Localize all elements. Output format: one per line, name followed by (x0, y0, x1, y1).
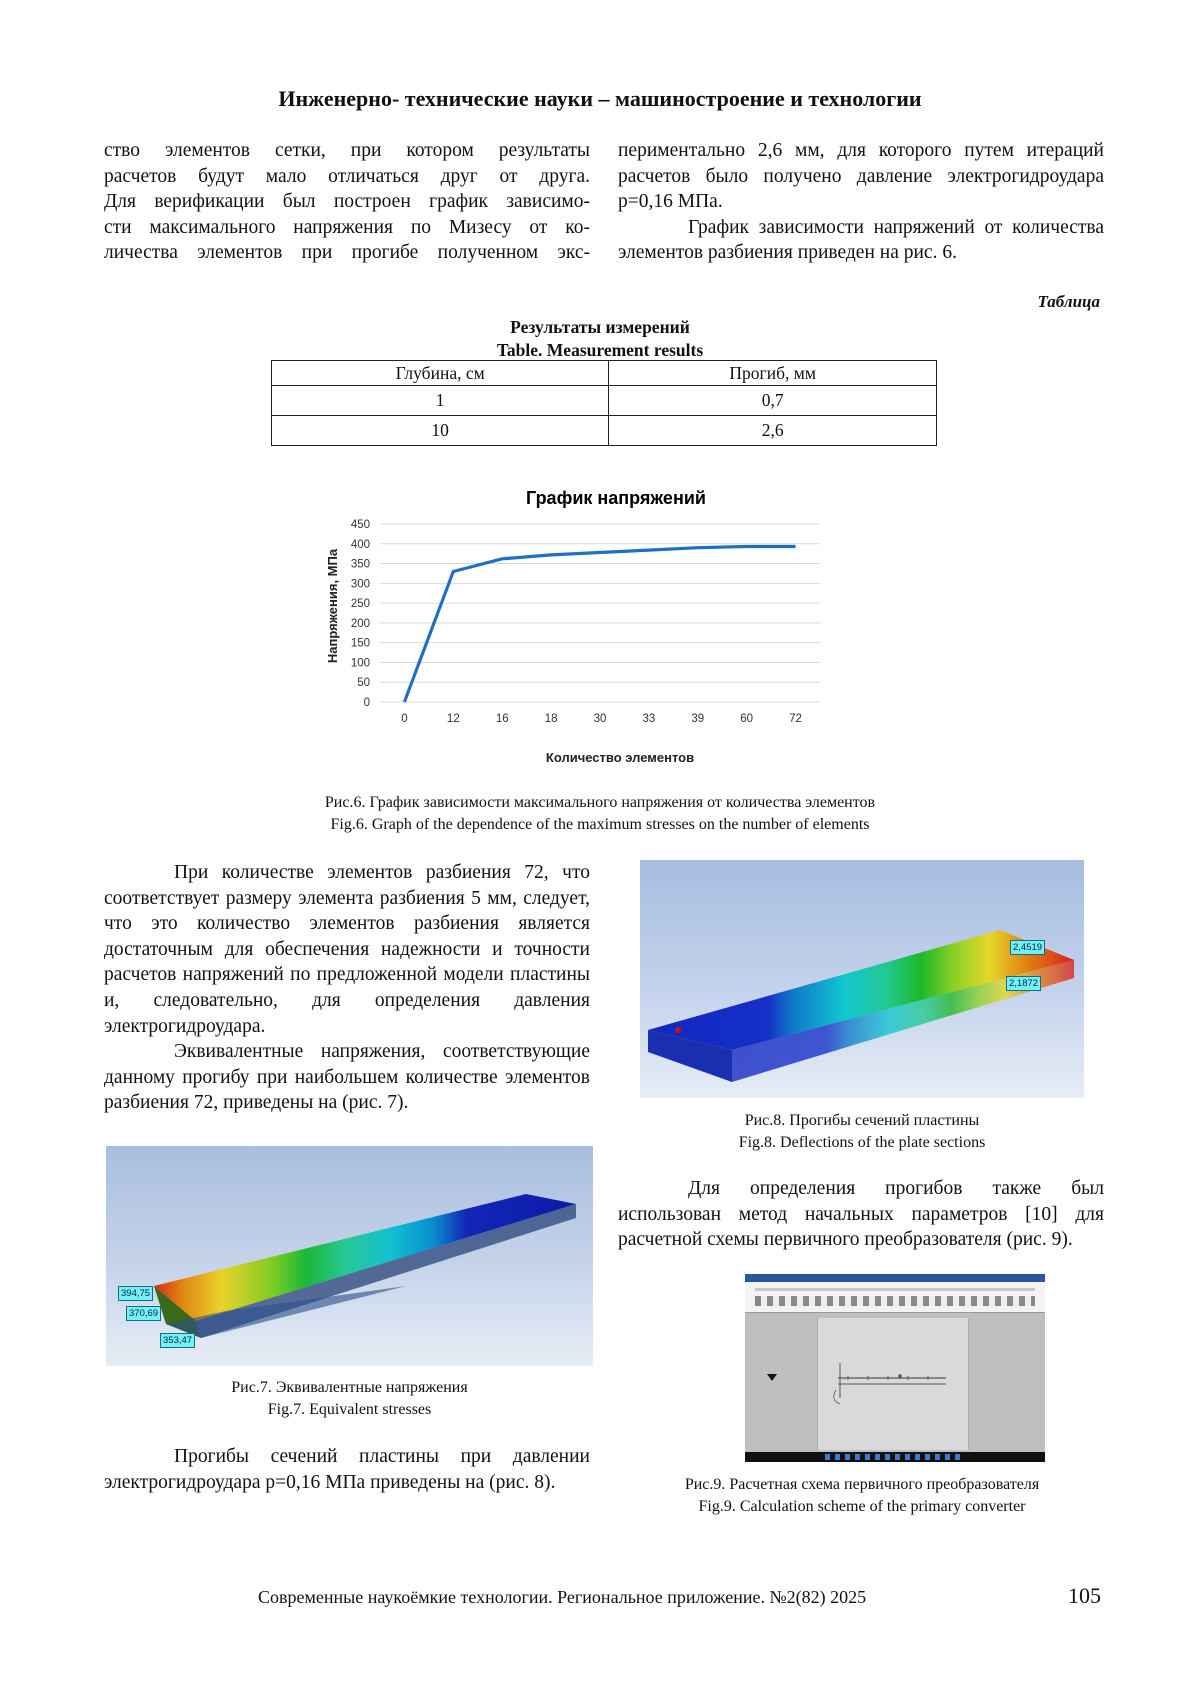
stress-label: 353,47 (160, 1333, 195, 1348)
y-tick-label: 50 (357, 677, 370, 690)
y-tick-label: 450 (350, 519, 370, 531)
table-title-en: Table. Measurement results (496, 340, 704, 360)
middle-left-column (104, 860, 590, 1116)
fig7-caption (106, 1377, 593, 1420)
stress-chart-svg (310, 480, 910, 780)
table-cell: 2,6 (609, 416, 937, 446)
chart-title: График напряжений (526, 488, 706, 508)
y-tick-label: 200 (350, 617, 370, 630)
top-left-column (104, 138, 590, 266)
text-line: ство элементов сетки, при котором результаты (104, 140, 590, 161)
stress-chart (310, 480, 910, 780)
stress-label: 394,75 (118, 1286, 153, 1301)
deflection-label: 2,4519 (1010, 940, 1045, 955)
app-titlebar (745, 1274, 1045, 1282)
text-line: Для верификации был построен график зависимо- (104, 191, 590, 213)
table-cell: 1 (272, 386, 609, 416)
calc-scheme-sketch (818, 1318, 968, 1450)
table-label: Таблица (1037, 292, 1100, 311)
paragraph: Прогибы сечений пластины при давлении электрогидроудара p=0,16 МПа приведены на (рис. 8). (104, 1446, 590, 1493)
fig9-image (745, 1274, 1045, 1462)
y-tick-label: 100 (350, 657, 370, 670)
x-tick-label: 12 (446, 713, 460, 725)
fig9-caption-en: Fig.9. Calculation scheme of the primary converter (698, 1497, 1026, 1515)
fig8-caption-en: Fig.8. Deflections of the plate sections (738, 1133, 986, 1151)
table-header-row (272, 361, 937, 386)
table-header-cell: Глубина, см (272, 361, 609, 386)
top-right-column (618, 138, 1104, 266)
fig7-caption-en: Fig.7. Equivalent stresses (267, 1400, 432, 1418)
series-line (404, 547, 795, 703)
paragraph: График зависимости напряжений от количества элементов разбиения приведен на рис. 6. (618, 216, 1104, 264)
x-tick-label: 30 (593, 713, 607, 725)
app-ribbon (745, 1282, 1045, 1313)
bottom-right-column (618, 1176, 1104, 1253)
text-line: личества элементов при прогибе полученном экс- (104, 242, 590, 264)
stress-label: 370,69 (126, 1306, 161, 1321)
triangle-icon (767, 1374, 777, 1381)
x-axis-label: Количество элементов (545, 750, 695, 765)
fig7-caption-ru: Рис.7. Эквивалентные напряжения (231, 1379, 468, 1396)
x-tick-label: 33 (642, 713, 656, 725)
y-tick-label: 150 (350, 637, 370, 650)
paragraph: Для определения прогибов также был использован метод начальных параметров [10] для расчетной схемы первичного преобразователя (рис. 9). (618, 1178, 1104, 1251)
running-header: Инженерно- технические науки – машиностроение и технологии (278, 86, 922, 111)
paragraph: При количестве элементов разбиения 72, что соответствует размеру элемента разбиения 5 мм, следует, что это количество элементов разбиения является достаточным для обеспечения надежности и точности расчетов напряжений по предложенной модели пластины и, следовательно, для определения давления электрогидроудара. (104, 862, 590, 1037)
y-tick-label: 250 (350, 598, 370, 611)
x-tick-label: 72 (789, 713, 802, 725)
fig9-caption-ru: Рис.9. Расчетная схема первичного преобразователя (684, 1476, 1040, 1493)
y-tick-label: 0 (363, 697, 370, 709)
fig7-image (106, 1146, 593, 1366)
y-axis-label: Напряжения, МПа (325, 548, 340, 664)
table-header-cell: Прогиб, мм (609, 361, 937, 386)
paragraph: Эквивалентные напряжения, соответствующие данному прогибу при наибольшем количестве элементов разбиения 72, приведены на (рис. 7). (104, 1041, 590, 1114)
journal-footer: Современные наукоёмкие технологии. Региональное приложение. №2(82) 2025 (258, 1587, 867, 1607)
text-line: расчетов будут мало отличаться друг от друга. (104, 165, 590, 187)
bottom-left-column (104, 1444, 590, 1495)
table-row (272, 386, 937, 416)
fig8-caption (640, 1110, 1084, 1153)
x-tick-label: 0 (401, 713, 408, 725)
y-tick-label: 400 (350, 538, 370, 551)
fig9-caption (640, 1474, 1084, 1517)
fig6-caption (0, 792, 1200, 835)
table-row (272, 416, 937, 446)
deflection-label: 2,1872 (1006, 976, 1041, 991)
table-title (0, 316, 1200, 362)
document-page (817, 1318, 969, 1450)
table-title-ru: Результаты измерений (510, 317, 690, 337)
x-tick-label: 16 (495, 713, 509, 725)
text-line: сти максимального напряжения по Мизесу от ко- (104, 216, 590, 238)
y-tick-label: 300 (350, 578, 370, 591)
measurement-table (271, 360, 937, 446)
fig8-image (640, 860, 1084, 1098)
table-cell: 0,7 (609, 386, 937, 416)
fig6-caption-en: Fig.6. Graph of the dependence of the maximum stresses on the number of elements (330, 815, 870, 833)
fig8-caption-ru: Рис.8. Прогибы сечений пластины (744, 1112, 980, 1129)
page-number: 105 (1068, 1583, 1101, 1608)
table-cell: 10 (272, 416, 609, 446)
paragraph: периментально 2,6 мм, для которого путем итераций расчетов было получено давление электрогидроудара p=0,16 МПа. (618, 140, 1104, 213)
taskbar (745, 1452, 1045, 1462)
x-tick-label: 18 (544, 713, 558, 725)
y-tick-label: 350 (350, 558, 370, 571)
x-tick-label: 60 (740, 713, 754, 725)
fig6-caption-ru: Рис.6. График зависимости максимального напряжения от количества элементов (324, 794, 876, 811)
x-tick-label: 39 (691, 713, 705, 725)
